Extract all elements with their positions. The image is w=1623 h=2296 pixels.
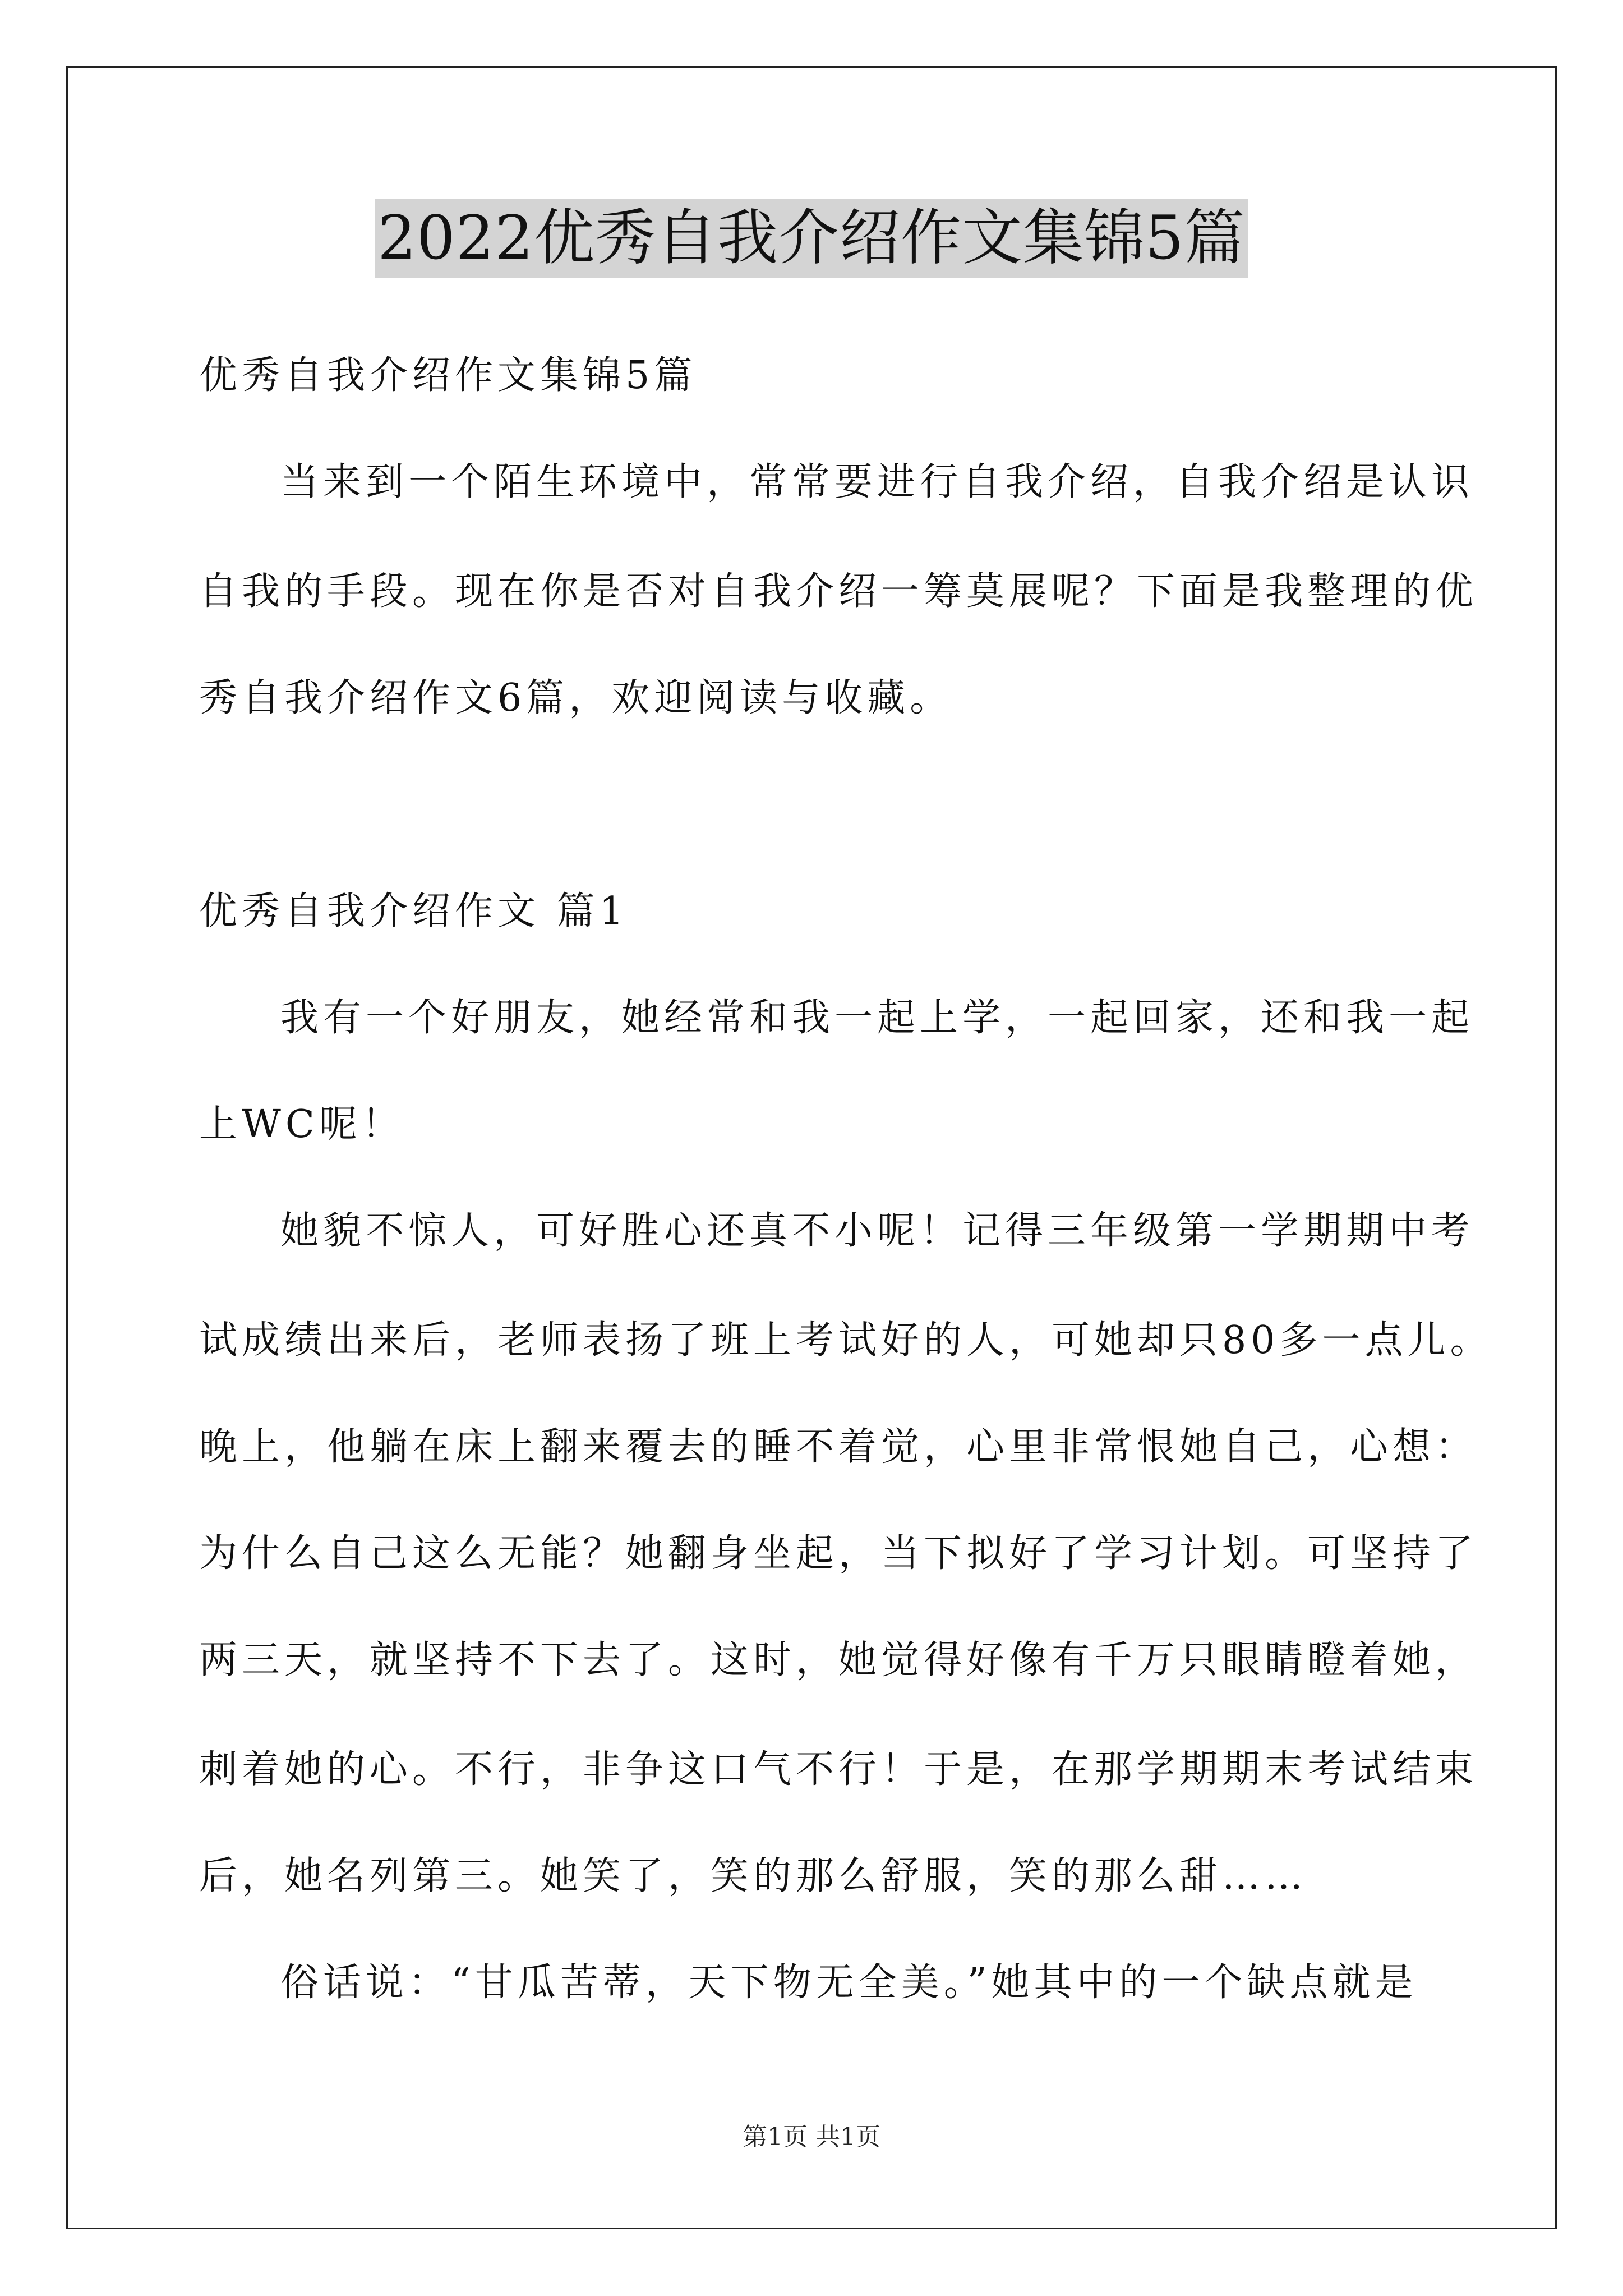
paragraph-line: 两三天，就坚持不下去了。这时，她觉得好像有千万只眼睛瞪着她， (199, 1638, 1478, 1682)
paragraph-line: 俗话说：“甘瓜苦蒂，天下物无全美。”她其中的一个缺点就是 (280, 1961, 1418, 2005)
paragraph-line: 晚上，他躺在床上翻来覆去的睡不着觉，心里非常恨她自己，心想： (199, 1425, 1478, 1469)
paragraph-line: 我有一个好朋友，她经常和我一起上学，一起回家，还和我一起 (280, 996, 1474, 1040)
paragraph-line: 当来到一个陌生环境中，常常要进行自我介绍，自我介绍是认识 (280, 460, 1474, 504)
paragraph-line: 刺着她的心。不行，非争这口气不行！于是，在那学期期末考试结束 (199, 1747, 1478, 1792)
subtitle-line: 优秀自我介绍作文集锦5篇 (199, 353, 697, 398)
title-container (0, 199, 1623, 278)
paragraph-line: 她貌不惊人，可好胜心还真不小呢！记得三年级第一学期期中考 (280, 1209, 1474, 1253)
paragraph-line: 上WC呢！ (199, 1102, 404, 1147)
paragraph-line: 秀自我介绍作文6篇，欢迎阅读与收藏。 (199, 676, 953, 720)
paragraph-line: 试成绩出来后，老师表扬了班上考试好的人，可她却只80多一点儿。 (199, 1318, 1493, 1363)
page-footer: 第1页 共1页 (743, 2123, 880, 2151)
section-heading: 优秀自我介绍作文 篇1 (199, 889, 628, 933)
document-title: 2022优秀自我介绍作文集锦5篇 (375, 199, 1248, 278)
paragraph-line: 为什么自己这么无能？她翻身坐起，当下拟好了学习计划。可坚持了 (199, 1531, 1478, 1576)
paragraph-line: 后，她名列第三。她笑了，笑的那么舒服，笑的那么甜…… (199, 1854, 1308, 1898)
paragraph-line: 自我的手段。现在你是否对自我介绍一筹莫展呢？下面是我整理的优 (199, 569, 1478, 614)
